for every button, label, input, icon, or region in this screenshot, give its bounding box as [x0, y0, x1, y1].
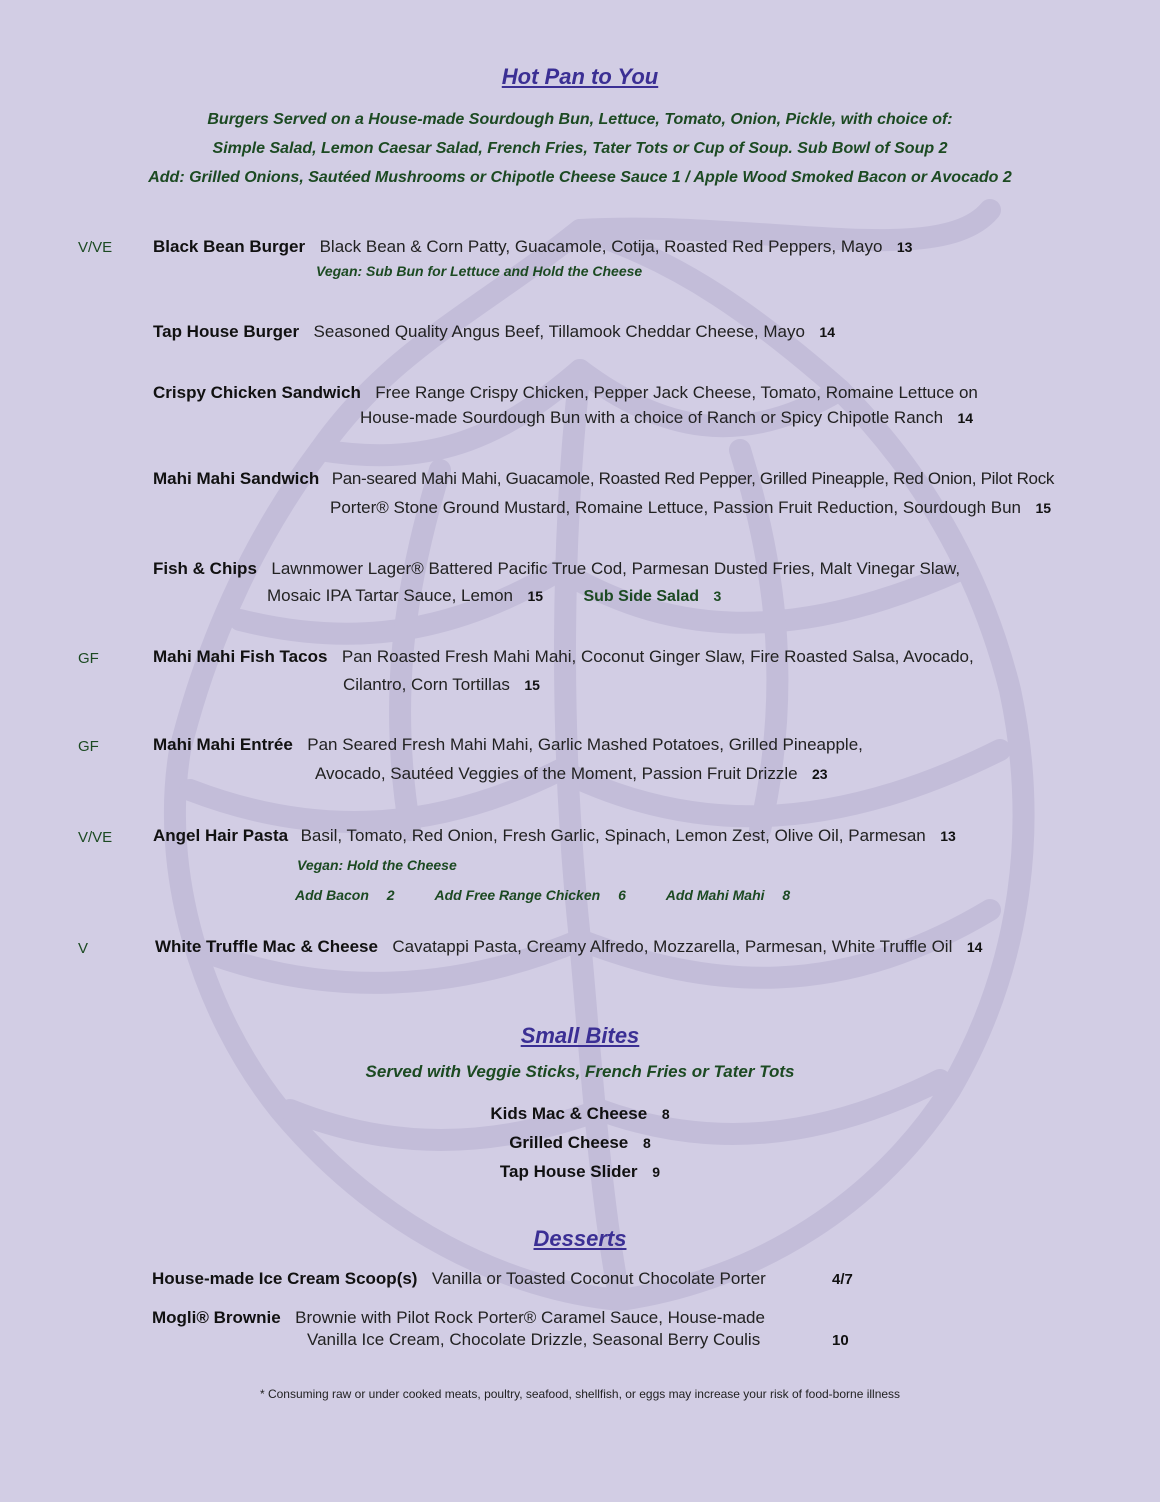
- menu-item-fish-tacos: [153, 647, 974, 667]
- menu-item-angel-hair-pasta: [153, 826, 956, 846]
- diet-tag: V/VE: [78, 829, 113, 846]
- menu-item-fish-chips-line-2: [267, 586, 721, 606]
- desserts-title: Desserts: [533, 1226, 627, 1251]
- dessert-brownie: [152, 1308, 765, 1328]
- add-on-price: 8: [782, 887, 791, 903]
- item-name: Kids Mac & Cheese: [490, 1104, 648, 1123]
- item-name: Mahi Mahi Fish Tacos: [153, 647, 328, 666]
- food-safety-disclaimer: * Consuming raw or under cooked meats, poultry, seafood, shellfish, or eggs may increase your risk of food-borne illness: [259, 1387, 901, 1401]
- menu-item-crispy-chicken: [153, 383, 978, 403]
- item-price: 15: [524, 677, 540, 693]
- diet-tag: GF: [78, 650, 99, 667]
- item-description: Brownie with Pilot Rock Porter® Caramel Sauce, House-made: [295, 1308, 765, 1327]
- menu-item-truffle-mac: [155, 937, 982, 957]
- add-on-price: 6: [618, 887, 626, 903]
- item-price: 15: [527, 588, 544, 604]
- menu-item-crispy-chicken-line-2: [360, 408, 973, 428]
- menu-item-fish-tacos-line-2: [343, 675, 540, 695]
- item-description-cont: Avocado, Sautéed Veggies of the Moment, Passion Fruit Drizzle: [315, 764, 798, 783]
- diet-tag: GF: [78, 738, 99, 755]
- item-name: Angel Hair Pasta: [153, 826, 289, 845]
- menu-item-mahi-entree-line-2: [315, 764, 828, 784]
- item-description: Cavatappi Pasta, Creamy Alfredo, Mozzarella, Parmesan, White Truffle Oil: [392, 937, 953, 956]
- sub-side-price: 3: [713, 588, 722, 604]
- item-name: Grilled Cheese: [509, 1133, 629, 1152]
- menu-item-fish-chips: [153, 559, 960, 579]
- item-description-cont: Mosaic IPA Tartar Sauce, Lemon: [267, 586, 513, 605]
- dessert-ice-cream: [152, 1269, 766, 1289]
- item-price: 13: [896, 239, 913, 255]
- item-price: 10: [832, 1332, 849, 1349]
- small-bites-subtitle: Served with Veggie Sticks, French Fries or Tater Tots: [365, 1062, 795, 1081]
- kids-item: [0, 1133, 1160, 1153]
- item-description: Vanilla or Toasted Coconut Chocolate Porter: [431, 1269, 766, 1288]
- menu-item-mahi-entree: [153, 735, 863, 755]
- item-description-cont: Porter® Stone Ground Mustard, Romaine Lettuce, Passion Fruit Reduction, Sourdough Bun: [330, 498, 1022, 517]
- item-name: Mogli® Brownie: [152, 1308, 281, 1327]
- item-price: 14: [819, 324, 835, 340]
- item-description: Black Bean & Corn Patty, Guacamole, Cotija, Roasted Red Peppers, Mayo: [319, 237, 883, 256]
- burger-intro-line-2: Simple Salad, Lemon Caesar Salad, French Fries, Tater Tots or Cup of Soup. Sub Bowl of Soup 2: [212, 140, 948, 157]
- add-on-label: Add Free Range Chicken: [434, 887, 601, 903]
- small-bites-title: Small Bites: [520, 1023, 640, 1048]
- item-name: Mahi Mahi Sandwich: [153, 469, 320, 488]
- item-price: 9: [652, 1164, 661, 1180]
- menu-item-mahi-sandwich: [153, 469, 1054, 489]
- pasta-add-ons: [295, 887, 790, 903]
- item-name: Black Bean Burger: [153, 237, 306, 256]
- item-description: Lawnmower Lager® Battered Pacific True Cod, Parmesan Dusted Fries, Malt Vinegar Slaw,: [271, 559, 961, 578]
- item-name: House-made Ice Cream Scoop(s): [152, 1269, 418, 1288]
- hot-pan-title: Hot Pan to You: [501, 64, 659, 89]
- diet-tag: V: [78, 940, 89, 957]
- item-description-cont: Vanilla Ice Cream, Chocolate Drizzle, Seasonal Berry Coulis: [307, 1330, 761, 1349]
- item-price: 8: [661, 1106, 670, 1122]
- item-description-cont: House-made Sourdough Bun with a choice of Ranch or Spicy Chipotle Ranch: [360, 408, 944, 427]
- item-price: 14: [966, 939, 983, 955]
- item-price: 23: [812, 766, 828, 782]
- item-name: Mahi Mahi Entrée: [153, 735, 293, 754]
- item-price: 8: [643, 1135, 651, 1151]
- item-description: Basil, Tomato, Red Onion, Fresh Garlic, Spinach, Lemon Zest, Olive Oil, Parmesan: [300, 826, 926, 845]
- item-description: Seasoned Quality Angus Beef, Tillamook Cheddar Cheese, Mayo: [313, 322, 805, 341]
- item-description: Pan-seared Mahi Mahi, Guacamole, Roasted Red Pepper, Grilled Pineapple, Red Onion, Pilot Rock: [331, 469, 1055, 488]
- burger-intro-line-3: Add: Grilled Onions, Sautéed Mushrooms or Chipotle Cheese Sauce 1 / Apple Wood Smoked Bacon or Avocado 2: [148, 169, 1012, 186]
- item-price: 13: [940, 828, 956, 844]
- kids-item: [0, 1162, 1160, 1182]
- menu-item-black-bean-burger: [153, 237, 912, 257]
- item-name: Crispy Chicken Sandwich: [153, 383, 361, 402]
- item-description: Free Range Crispy Chicken, Pepper Jack Cheese, Tomato, Romaine Lettuce on: [375, 383, 978, 402]
- kids-item: [0, 1104, 1160, 1124]
- sub-side-salad: Sub Side Salad: [583, 588, 700, 605]
- add-on-price: 2: [386, 887, 395, 903]
- item-description: Pan Seared Fresh Mahi Mahi, Garlic Mashed Potatoes, Grilled Pineapple,: [307, 735, 863, 754]
- add-on-label: Add Mahi Mahi: [665, 887, 765, 903]
- item-price: 4/7: [832, 1271, 853, 1288]
- item-name: White Truffle Mac & Cheese: [155, 937, 378, 956]
- item-name: Tap House Burger: [153, 322, 300, 341]
- item-name: Fish & Chips: [153, 559, 257, 578]
- vegan-note: Vegan: Sub Bun for Lettuce and Hold the Cheese: [316, 263, 643, 279]
- item-name: Tap House Slider: [499, 1162, 638, 1181]
- burger-intro-line-1: Burgers Served on a House-made Sourdough Bun, Lettuce, Tomato, Onion, Pickle, with choice of:: [207, 111, 953, 128]
- item-price: 14: [957, 410, 974, 426]
- item-description-cont: Cilantro, Corn Tortillas: [343, 675, 510, 694]
- menu-item-tap-house-burger: [153, 322, 835, 342]
- add-on-label: Add Bacon: [295, 887, 369, 903]
- item-description: Pan Roasted Fresh Mahi Mahi, Coconut Ginger Slaw, Fire Roasted Salsa, Avocado,: [341, 647, 974, 666]
- item-price: 15: [1035, 500, 1052, 516]
- diet-tag: V/VE: [78, 239, 113, 256]
- menu-item-mahi-sandwich-line-2: [330, 498, 1051, 518]
- vegan-note: Vegan: Hold the Cheese: [297, 857, 457, 873]
